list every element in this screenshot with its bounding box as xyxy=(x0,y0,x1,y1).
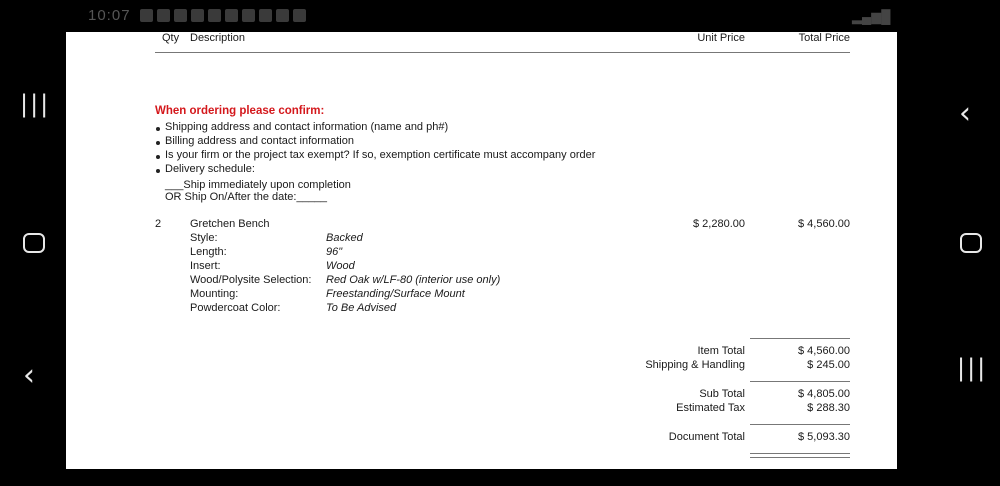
totals-divider xyxy=(750,338,850,339)
back-icon[interactable]: ‹ xyxy=(23,358,35,393)
line-item-name: Gretchen Bench xyxy=(190,218,270,230)
item-total-value: $ 4,560.00 xyxy=(798,345,850,357)
spec-label: Powdercoat Color: xyxy=(190,302,281,314)
home-icon[interactable] xyxy=(23,233,45,253)
notice-heading: When ordering please confirm: xyxy=(155,105,325,117)
spec-value: Wood xyxy=(326,260,355,272)
nav-bar-left xyxy=(0,0,66,486)
document-total-divider xyxy=(750,424,850,425)
notification-icon xyxy=(174,9,187,22)
unit-price-header: Unit Price xyxy=(697,32,745,44)
total-price-header: Total Price xyxy=(798,32,850,44)
status-time: 10:07 xyxy=(88,7,131,24)
back-icon[interactable]: ‹ xyxy=(959,96,971,131)
item-total-label: Item Total xyxy=(697,345,745,357)
ship-after-option: OR Ship On/After the date:_____ xyxy=(165,191,328,203)
subtotal-divider xyxy=(750,381,850,382)
bullet xyxy=(156,141,160,145)
double-underline-bottom xyxy=(750,457,850,458)
notification-icons xyxy=(140,9,310,27)
spec-value: Backed xyxy=(326,232,363,244)
notice-item: Is your firm or the project tax exempt? If so, exemption certificate must accompany order xyxy=(165,149,596,161)
signal-icon: ▂▄▆█ xyxy=(852,9,891,24)
spec-value: Red Oak w/LF-80 (interior use only) xyxy=(326,274,501,286)
document-page[interactable] xyxy=(66,32,897,469)
status-bar xyxy=(0,0,1000,32)
bottom-edge xyxy=(66,469,897,486)
notification-icon xyxy=(293,9,306,22)
recents-icon[interactable]: ||| xyxy=(20,90,51,118)
line-item-total-price: $ 4,560.00 xyxy=(798,218,850,230)
qty-header: Qty xyxy=(162,32,180,44)
spec-label: Style: xyxy=(190,232,218,244)
recents-icon[interactable]: ||| xyxy=(957,354,988,382)
ship-immediately-option: ___Ship immediately upon completion xyxy=(165,179,351,191)
header-divider xyxy=(155,52,850,53)
shipping-label: Shipping & Handling xyxy=(645,359,745,371)
notification-icon xyxy=(225,9,238,22)
tax-label: Estimated Tax xyxy=(676,402,745,414)
bullet xyxy=(156,169,160,173)
shipping-value: $ 245.00 xyxy=(807,359,850,371)
notification-icon xyxy=(208,9,221,22)
tax-value: $ 288.30 xyxy=(807,402,850,414)
line-item-qty: 2 xyxy=(155,218,162,230)
spec-label: Insert: xyxy=(190,260,221,272)
nav-bar-right xyxy=(897,0,1000,486)
notification-icon xyxy=(191,9,204,22)
spec-value: To Be Advised xyxy=(326,302,397,314)
sub-total-label: Sub Total xyxy=(699,388,745,400)
notification-icon xyxy=(157,9,170,22)
home-icon[interactable] xyxy=(960,233,982,253)
description-header: Description xyxy=(190,32,246,44)
notice-item: Billing address and contact information xyxy=(165,135,354,147)
line-item-unit-price: $ 2,280.00 xyxy=(693,218,745,230)
notice-item: Delivery schedule: xyxy=(165,163,255,175)
spec-label: Wood/Polysite Selection: xyxy=(190,274,312,286)
document-total-label: Document Total xyxy=(668,431,745,443)
spec-value: Freestanding/Surface Mount xyxy=(326,288,465,300)
notification-icon xyxy=(242,9,255,22)
spec-value: 96" xyxy=(326,246,343,258)
spec-label: Mounting: xyxy=(190,288,239,300)
notification-icon xyxy=(259,9,272,22)
notification-icon xyxy=(276,9,289,22)
notification-icon xyxy=(140,9,153,22)
spec-label: Length: xyxy=(190,246,227,258)
notice-item: Shipping address and contact information (name and ph#) xyxy=(165,121,449,133)
document-total-value: $ 5,093.30 xyxy=(798,431,850,443)
double-underline-top xyxy=(750,453,850,454)
sub-total-value: $ 4,805.00 xyxy=(798,388,850,400)
bullet xyxy=(156,127,160,131)
bullet xyxy=(156,155,160,159)
